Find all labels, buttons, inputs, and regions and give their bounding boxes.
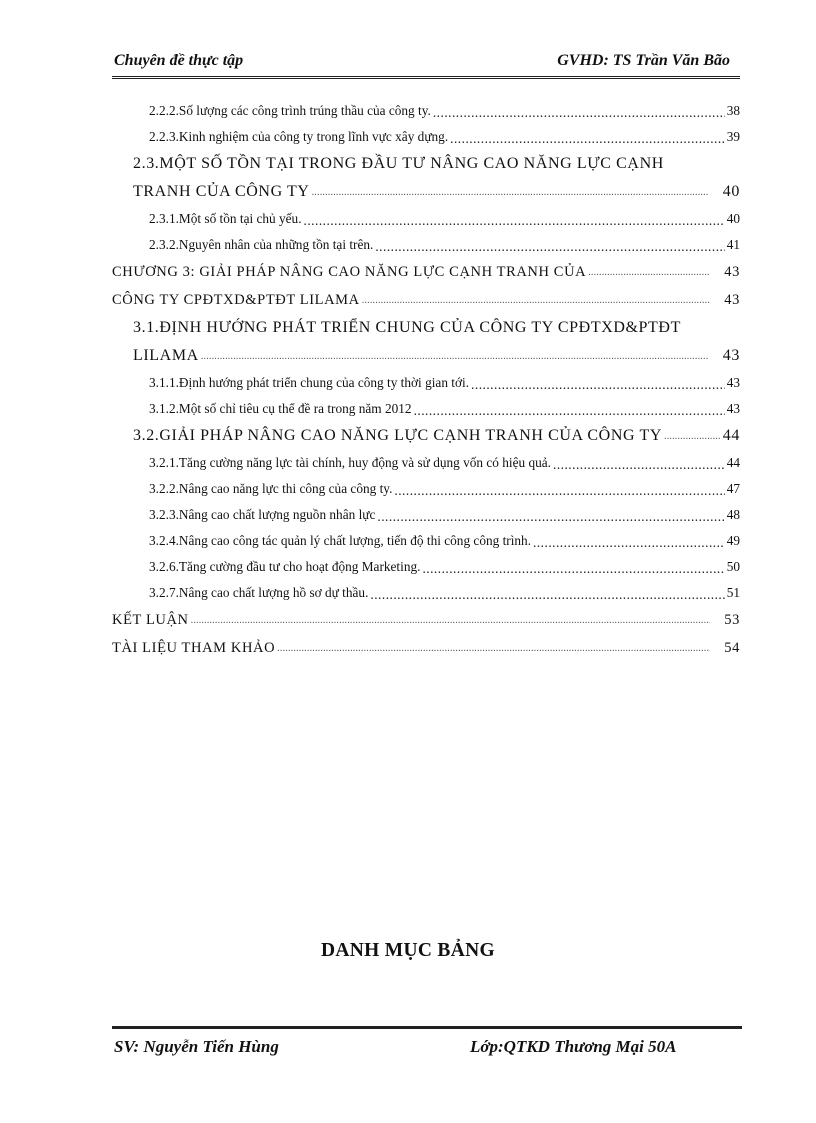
- toc-entry-page: 54: [724, 640, 740, 656]
- toc-leader-dots: [414, 404, 725, 417]
- toc-entry-label: 3.2.2.Nâng cao năng lực thi công của công ty.: [149, 481, 393, 496]
- toc-entry-page: 39: [726, 129, 740, 144]
- toc-entry[interactable]: [112, 629, 740, 657]
- toc-entry-label: 2.2.2.Số lượng các công trình trúng thầu của công ty.: [149, 103, 431, 118]
- toc-entry-label: TRANH CỦA CÔNG TY: [133, 183, 310, 200]
- toc-entry[interactable]: [112, 93, 740, 119]
- toc-leader-dots: [277, 644, 710, 654]
- toc-entry-label: 3.2.3.Nâng cao chất lượng nguồn nhân lực: [149, 507, 376, 522]
- toc-entry-label: CÔNG TY CPĐTXD&PTĐT LILAMA: [112, 292, 360, 308]
- toc-entry-label: 2.3.MỘT SỐ TỒN TẠI TRONG ĐẦU TƯ NÂNG CAO NĂNG LỰC CẠNH: [133, 155, 664, 172]
- section-title: DANH MỤC BẢNG: [321, 940, 495, 961]
- footer-right-text: Lớp:QTKD Thương Mại 50A: [470, 1037, 677, 1056]
- toc-entry[interactable]: [112, 471, 740, 497]
- toc-entry[interactable]: [112, 309, 740, 337]
- toc-leader-dots: [588, 268, 710, 278]
- toc-entry-page: 43: [726, 401, 740, 416]
- toc-entry-label: 3.2.1.Tăng cường năng lực tài chính, huy động và sử dụng vốn có hiệu quả.: [149, 455, 551, 470]
- toc-entry-continuation[interactable]: [112, 173, 740, 201]
- toc-entry-page: 48: [726, 507, 740, 522]
- page-header: [112, 50, 740, 79]
- toc-entry-label: 2.3.2.Nguyên nhân của những tồn tại trên.: [149, 237, 374, 252]
- toc-entry-label: 3.2.6.Tăng cường đầu tư cho hoạt động Marketing.: [149, 559, 421, 574]
- toc-entry-page: 53: [724, 612, 740, 628]
- toc-entry-label: LILAMA: [133, 347, 199, 364]
- toc-leader-dots: [433, 106, 725, 119]
- table-of-contents: [112, 93, 740, 657]
- toc-entry-page: 50: [726, 559, 740, 574]
- toc-leader-dots: [191, 616, 711, 626]
- header-right-text: GVHD: TS Trần Văn Bão: [557, 52, 730, 69]
- toc-entry-page: 43: [724, 264, 740, 280]
- toc-entry-page: 43: [726, 375, 740, 390]
- toc-leader-dots: [471, 378, 725, 391]
- toc-entry[interactable]: [112, 201, 740, 227]
- toc-leader-dots: [201, 352, 709, 362]
- toc-entry-continuation[interactable]: [112, 337, 740, 365]
- toc-entry[interactable]: [112, 253, 740, 281]
- toc-entry-label: 2.2.3.Kinh nghiệm của công ty trong lĩnh vực xây dựng.: [149, 129, 449, 144]
- toc-entry[interactable]: [112, 145, 740, 173]
- toc-leader-dots: [450, 132, 725, 145]
- toc-leader-dots: [312, 188, 709, 198]
- toc-entry-page: 44: [726, 455, 740, 470]
- toc-entry-label: 3.1.2.Một số chỉ tiêu cụ thể đề ra trong năm 2012: [149, 401, 412, 416]
- toc-entry-label: 3.2.4.Nâng cao công tác quản lý chất lượng, tiến độ thi công công trình.: [149, 533, 532, 548]
- toc-entry[interactable]: [112, 227, 740, 253]
- toc-entry[interactable]: [112, 601, 740, 629]
- toc-leader-dots: [370, 588, 724, 601]
- toc-entry[interactable]: [112, 575, 740, 601]
- footer-left-text: SV: Nguyễn Tiến Hùng: [114, 1037, 279, 1056]
- page-footer: [112, 1026, 742, 1059]
- toc-entry[interactable]: [112, 523, 740, 549]
- toc-entry[interactable]: [112, 391, 740, 417]
- toc-leader-dots: [304, 214, 725, 227]
- toc-entry-label: CHƯƠNG 3: GIẢI PHÁP NÂNG CAO NĂNG LỰC CẠNH TRANH CỦA: [112, 264, 587, 280]
- toc-entry-page: 49: [726, 533, 740, 548]
- toc-leader-dots: [533, 536, 725, 549]
- toc-entry[interactable]: [112, 549, 740, 575]
- toc-entry-label: TÀI LIỆU THAM KHẢO: [112, 640, 276, 656]
- toc-entry-label: 3.1.ĐỊNH HƯỚNG PHÁT TRIỂN CHUNG CỦA CÔNG TY CPĐTXD&PTĐT: [133, 319, 681, 336]
- header-left-text: Chuyên đề thực tập: [114, 52, 244, 69]
- toc-entry-page: 44: [722, 427, 740, 444]
- toc-entry-label: 3.2.7.Nâng cao chất lượng hồ sơ dự thầu.: [149, 585, 369, 600]
- toc-entry-label: 2.3.1.Một số tồn tại chủ yếu.: [149, 211, 302, 226]
- toc-entry-page: 43: [722, 347, 740, 364]
- toc-entry-label: 3.2.GIẢI PHÁP NÂNG CAO NĂNG LỰC CẠNH TRANH CỦA CÔNG TY: [133, 427, 662, 444]
- toc-entry-page: 38: [726, 103, 740, 118]
- toc-entry-page: 41: [726, 237, 740, 252]
- toc-entry[interactable]: [112, 417, 740, 445]
- toc-entry-page: 43: [724, 292, 740, 308]
- toc-entry-page: 40: [722, 183, 740, 200]
- toc-leader-dots: [394, 484, 724, 497]
- toc-leader-dots: [422, 562, 724, 575]
- toc-leader-dots: [377, 510, 724, 523]
- toc-entry[interactable]: [112, 119, 740, 145]
- toc-entry[interactable]: [112, 281, 740, 309]
- toc-leader-dots: [553, 458, 725, 471]
- toc-entry-page: 40: [726, 211, 740, 226]
- toc-leader-dots: [362, 296, 711, 306]
- toc-entry[interactable]: [112, 497, 740, 523]
- toc-entry-page: 47: [726, 481, 740, 496]
- toc-entry-label: KẾT LUẬN: [112, 612, 189, 628]
- toc-entry-page: 51: [726, 585, 740, 600]
- toc-entry[interactable]: [112, 365, 740, 391]
- toc-leader-dots: [375, 240, 724, 253]
- toc-leader-dots: [664, 432, 721, 442]
- toc-entry-label: 3.1.1.Định hướng phát triển chung của công ty thời gian tới.: [149, 375, 470, 390]
- toc-entry[interactable]: [112, 445, 740, 471]
